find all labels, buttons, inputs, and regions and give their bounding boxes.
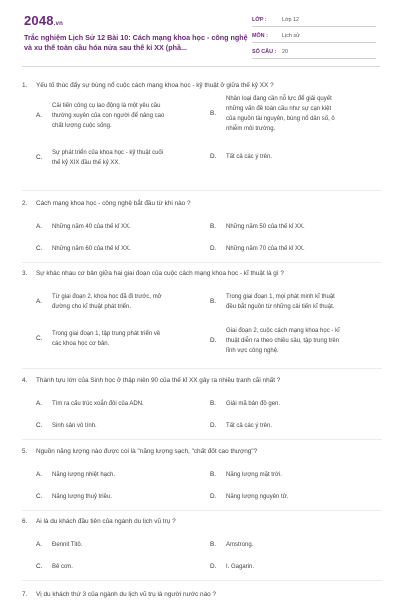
option-text-line: Trong giai đoạn 1, mọi phát minh kĩ thuật [226, 294, 335, 300]
option-text [52, 244, 212, 254]
option-text [52, 101, 212, 131]
question-divider [22, 368, 382, 369]
option-text-line: chất lượng cuộc sống. [52, 123, 112, 129]
option-letter: D. [210, 245, 217, 252]
question-number: 2. [22, 200, 28, 207]
question-text: Ai là du khách đầu tiên của ngành du lịch vũ trụ ? [36, 518, 176, 525]
option-text-line: thuật diễn ra theo chiều sâu, tập trung trên [226, 338, 340, 344]
quiz-meta [252, 14, 376, 62]
option-text-line: Tất cả các ý trên. [226, 423, 273, 429]
option-text-line: Năng lượng thuỷ triều. [52, 494, 112, 500]
option-text-line: I. Gagarin. [226, 564, 255, 570]
option-text-line: những vấn đề toàn cầu như sự cạn kiệt [226, 106, 332, 112]
option-text-line: Nhân loại đang cần nỗ lực để giải quyết [226, 96, 332, 102]
option-letter: B. [210, 110, 217, 117]
option-text-line: Bê cơn. [52, 564, 73, 570]
option-text [226, 540, 386, 550]
option-text [226, 562, 386, 572]
question-number: 3. [22, 270, 28, 277]
option-letter: D. [210, 153, 217, 160]
meta-key: MÔN : [252, 33, 268, 39]
question-divider [22, 190, 382, 191]
question-text: Yếu tố thúc đẩy sự bùng nổ cuộc cách mạng khoa học - kỹ thuật ở giữa thế kỷ XX ? [36, 82, 274, 89]
option-letter: D. [210, 493, 217, 500]
meta-row [252, 30, 376, 43]
option-letter: B. [210, 298, 217, 305]
question-divider [22, 580, 382, 581]
option-text-line: các khoa học cơ bản. [52, 341, 110, 347]
option-letter: A. [36, 298, 43, 305]
option-text-line: Tìm ra cấu trúc xoắn đôi của ADN. [52, 401, 144, 407]
option-text-line: Từ giai đoạn 2, khoa học đã đi trước, mở [52, 294, 162, 300]
question-text: Cách mạng khoa học - công nghệ bắt đầu từ khi nào ? [36, 200, 191, 207]
option-letter: A. [36, 112, 43, 119]
page-header [0, 0, 400, 62]
logo-main: 2048 [24, 13, 54, 28]
option-text [226, 222, 386, 232]
quiz-title: Trắc nghiệm Lịch Sử 12 Bài 10: Cách mạng khoa học - công nghệ và xu thế toàn cầu hóa nửa sau thế kỉ XX (phầ... [24, 33, 248, 52]
meta-key: SỐ CÂU : [252, 49, 277, 55]
option-letter: A. [36, 223, 43, 230]
option-text [226, 292, 386, 312]
option-text [52, 292, 212, 312]
question-divider [22, 510, 382, 511]
option-text-line: Trong giai đoạn 1, tập trung phát triển về [52, 331, 161, 337]
option-text-line: Những năm 50 của thế kỉ XX. [226, 224, 305, 230]
option-text-line: Năng lượng nguyên tử. [226, 494, 289, 500]
option-text-line: thế kỷ XIX đầu thế kỷ XX. [52, 160, 121, 166]
option-text-line: Những năm 60 của thế kỉ XX. [52, 246, 131, 252]
option-letter: C. [36, 422, 43, 429]
option-letter: C. [36, 154, 43, 161]
option-letter: B. [210, 223, 217, 230]
option-text-line: Giai đoạn 2, cuộc cách mạng khoa học - kĩ [226, 328, 340, 334]
option-text [52, 222, 212, 232]
question-text: Sự khác nhau cơ bản giữa hai giai đoạn của cuộc cách mạng khoa học - kĩ thuật là gì ? [36, 270, 284, 277]
meta-value: Lớp 12 [282, 17, 300, 23]
option-text-line: thường xuyên của con người để nâng cao [52, 113, 165, 119]
meta-row [252, 46, 376, 59]
option-text [226, 94, 386, 134]
question-number: 1. [22, 82, 28, 89]
question-number: 7. [22, 591, 28, 598]
option-letter: A. [36, 400, 43, 407]
option-text-line: đường cho kĩ thuật phát triển. [52, 304, 131, 310]
meta-row [252, 14, 376, 27]
option-text-line: lĩnh vực công nghệ. [226, 348, 279, 354]
option-text [226, 399, 386, 409]
option-text [52, 399, 212, 409]
option-text-line: Cái tiến công cụ lao động là một yêu cầu [52, 103, 161, 109]
option-letter: B. [210, 400, 217, 407]
option-text-line: Năng lượng mặt trời. [226, 472, 282, 478]
option-text-line: đều bắt nguồn từ những cải tiến kĩ thuật. [226, 304, 335, 310]
site-logo[interactable] [24, 13, 63, 28]
option-letter: A. [36, 541, 43, 548]
meta-value: Lịch sử [282, 33, 300, 39]
logo-suffix: .vn [53, 21, 64, 27]
header-divider [22, 66, 380, 67]
question-number: 6. [22, 518, 28, 525]
question-number: 4. [22, 377, 28, 384]
option-text-line: Đennit Titô. [52, 542, 83, 548]
option-text-line: Sự phát triển của khoa học - kỹ thuật cuối [52, 150, 164, 156]
option-text-line: Giải mã bản đồ gen. [226, 401, 281, 407]
option-letter: B. [210, 541, 217, 548]
option-text-line: của nguồn tài nguyên, bùng nổ dân số, ô [226, 116, 335, 122]
option-text-line: Năng lượng nhiệt hạch. [52, 472, 115, 478]
option-text [226, 421, 386, 431]
option-letter: C. [36, 493, 43, 500]
option-letter: A. [36, 471, 43, 478]
option-text [226, 470, 386, 480]
question-text: Thành tựu lớn của Sinh học ở thập niên 90 của thế kỉ XX gây ra nhiều tranh cãi nhất ? [36, 377, 281, 384]
option-text [52, 562, 212, 572]
option-text [226, 326, 386, 356]
option-letter: D. [210, 422, 217, 429]
option-text-line: nhiễm môi trường. [226, 126, 276, 132]
option-text [52, 470, 212, 480]
option-letter: C. [36, 335, 43, 342]
option-text-line: Những năm 40 của thế kỉ XX. [52, 224, 131, 230]
option-text [226, 244, 386, 254]
option-text-line: Những năm 70 của thế kỉ XX. [226, 246, 305, 252]
option-text [52, 492, 212, 502]
option-text [52, 329, 212, 349]
question-text: Nguồn năng lượng nào được coi là "năng lượng sạch, "chất đốt cao thượng"? [36, 448, 258, 455]
option-text-line: Amstrong. [226, 542, 254, 548]
option-letter: C. [36, 563, 43, 570]
question-number: 5. [22, 448, 28, 455]
option-text [226, 152, 386, 162]
question-text: Vị du khách thứ 3 của ngành du lịch vũ trụ là người nước nào ? [36, 591, 217, 598]
option-letter: B. [210, 471, 217, 478]
option-letter: C. [36, 245, 43, 252]
option-text-line: Tất cả các ý trên. [226, 154, 273, 160]
meta-key: LỚP : [252, 17, 267, 23]
option-text [52, 148, 212, 168]
question-divider [22, 439, 382, 440]
option-letter: D. [210, 563, 217, 570]
option-text-line: Sinh sản vô tính. [52, 423, 97, 429]
option-letter: D. [210, 337, 217, 344]
option-text [226, 492, 386, 502]
question-divider [22, 262, 382, 263]
option-text [52, 421, 212, 431]
option-text [52, 540, 212, 550]
meta-value: 20 [282, 49, 288, 55]
